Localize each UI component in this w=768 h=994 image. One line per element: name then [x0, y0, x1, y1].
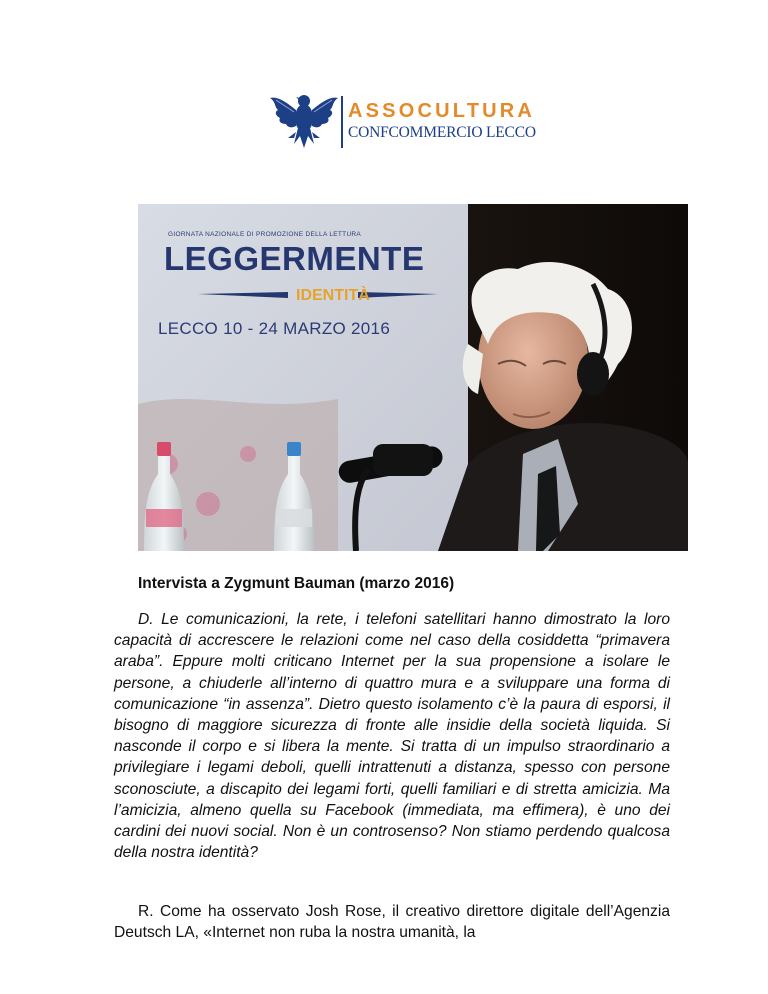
logo-divider [341, 96, 343, 148]
banner-title: LEGGERMENTE [164, 240, 425, 277]
interview-question: D. Le comunicazioni, la rete, i telefoni satellitari hanno dimostrato la loro capacità di accrescere le relazioni come nel caso della cosiddetta “primavera araba”. Eppure molti criticano Internet per la sua propensione a isolare le persone, a chiuderle all’interno di quattro mura e a sviluppare una forma di comunicazione “in assenza”. Dietro questo isolamento c’è la paura di esporsi, il bisogno di maggiore sicurezza di fronte alle insidie della società liquida. Si nasconde il corpo e si libera la mente. Si tratta di un impulso straordinario a privilegiare i legami deboli, quelli intrattenuti a distanza, spesso con persone sconosciute, a discapito dei legami forti, quelli familiari e di stretta amicizia. Ma l’amicizia, almeno quella su Facebook (immediata, ma effimera), è uno dei cardini dei nuovi social. Non è un controsenso? Non stiamo perdendo qualcosa della nostra identità? [114, 611, 670, 862]
banner-theme: IDENTITÀ [296, 287, 370, 304]
banner-dates: LECCO 10 - 24 MARZO 2016 [158, 319, 391, 338]
associazione-logo [268, 88, 558, 154]
eagle-emblem-icon [268, 88, 340, 154]
interview-answer: R. Come ha osservato Josh Rose, il creativo direttore digitale dell’Agenzia Deutsch LA, «Internet non ruba la nostra umanità, la [114, 903, 670, 942]
article-heading: Intervista a Zygmunt Bauman (marzo 2016) [138, 575, 455, 592]
event-photo [138, 204, 688, 551]
logo-subtitle: CONFCOMMERCIO LECCO [348, 124, 536, 141]
banner-small-text: GIORNATA NAZIONALE DI PROMOZIONE DELLA LETTURA [168, 231, 362, 238]
logo-name: ASSOCULTURA [348, 100, 536, 122]
